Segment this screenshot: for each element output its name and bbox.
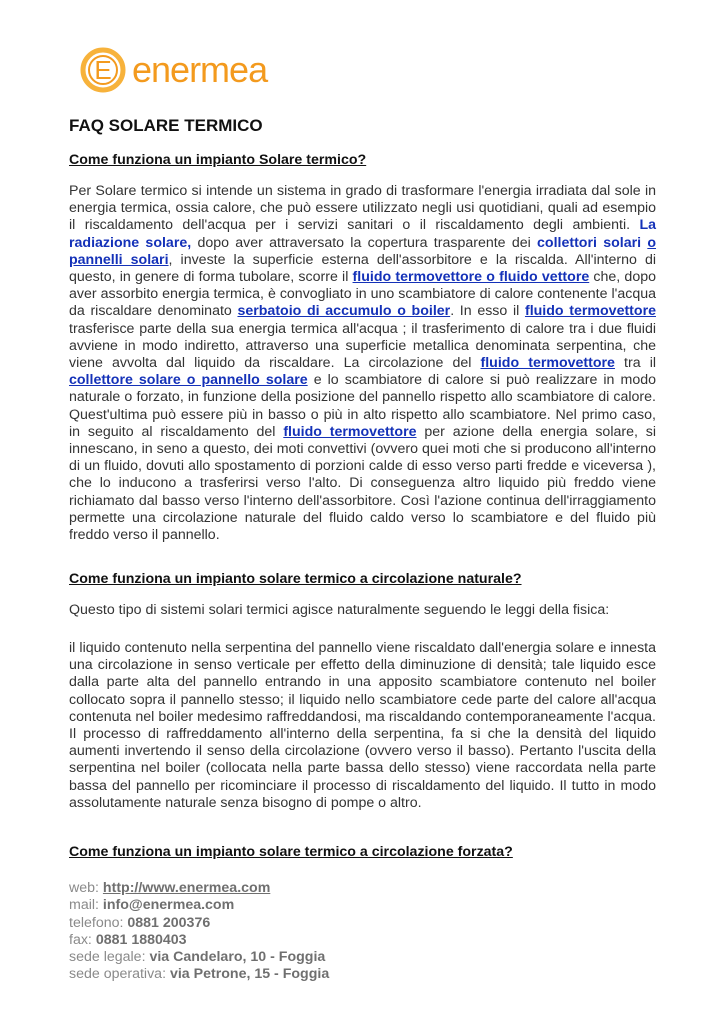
- glossary-link[interactable]: fluido termovettore o fluido vettore: [352, 269, 590, 286]
- text-run: Per Solare termico si intende un sistema in grado di trasformare l'energia irradiata dal sole in energia termica, ossia calore, che può essere utilizzato negli usi quotidiani, quali ad esempio il riscaldamento dell'acqua per i servizi sanitari o il riscaldamento degli ambienti.: [69, 183, 656, 234]
- brand-name: enermea: [132, 49, 268, 90]
- answer-2-body: il liquido contenuto nella serpentina del pannello viene riscaldato dall'energia solare e innesta una circolazione in senso verticale per effetto della diminuzione di densità; tale liquido esce dalla parte alta del pannello entrando in una apposito scambiatore contenuto nel boiler collocato sopra il pannello stesso; il liquido nello scambiatore cede parte del calore all'acqua contenuta nel boiler medesimo raffreddandosi, ma riscaldando contemporaneamente l'acqua. Il processo di raffreddamento all'interno della serpentina, fa si che la densità del liquido aumenti invertendo il senso della circolazione (ovvero verso il basso). Pertanto l'uscita della serpentina nel boiler (collocata nella parte bassa dello stesso) viene raccordata nella parte bassa del pannello per ricominciare il processo di riscaldamento del liquido. Il tutto in modo assolutamente naturale senza bisogno di pompe o altro.: [69, 640, 656, 811]
- contact-value: via Petrone, 15 - Foggia: [169, 966, 330, 983]
- contact-label: web:: [69, 880, 103, 896]
- contact-block: [69, 880, 329, 984]
- text-run: che, dopo aver assorbito energia termica, è convogliato in uno scambiatore di calore contenente l'acqua da riscaldare denominato: [69, 269, 656, 320]
- glossary-link[interactable]: fluido termovettore: [524, 303, 656, 320]
- text-run: tra il: [614, 355, 656, 372]
- contact-row: [69, 949, 329, 966]
- glossary-link[interactable]: fluido termovettore: [480, 355, 615, 372]
- question-1: Come funziona un impianto Solare termico?: [69, 152, 367, 168]
- text-run: e lo scambiatore di calore si può realizzare in modo naturale o forzato, in funzione della posizione del pannello rispetto allo scambiatore di calore. Quest'ultima può essere più in basso o più in alto rispetto allo scambiatore. Nel primo caso, in seguito al riscaldamento del: [69, 372, 656, 440]
- text-run: dopo aver attraversato la copertura trasparente dei: [191, 234, 538, 251]
- contact-label: mail:: [69, 897, 103, 914]
- glossary-link[interactable]: o: [647, 234, 656, 251]
- glossary-link[interactable]: serbatoio di accumulo o boiler: [237, 303, 451, 320]
- text-run: , investe la superficie esterna dell'assorbitore e la riscalda. All'interno di questo, in genere di forma tubolare, scorre il: [69, 251, 657, 286]
- email-link[interactable]: info@enermea.com: [102, 897, 235, 914]
- contact-value: 0881 1880403: [95, 931, 187, 948]
- enermea-logo-mark-icon: [80, 47, 126, 93]
- contact-label: telefono:: [69, 914, 128, 931]
- glossary-link[interactable]: pannelli solari: [69, 251, 169, 268]
- contact-row: [69, 966, 329, 983]
- answer-2-intro: Questo tipo di sistemi solari termici agisce naturalmente seguendo le leggi della fisica:: [69, 602, 610, 618]
- contact-row: [69, 915, 329, 932]
- contact-row: [69, 932, 329, 949]
- contact-label: sede operativa:: [69, 966, 170, 983]
- contact-label: sede legale:: [69, 949, 150, 966]
- text-run: per azione della energia solare, si innescano, in seno a questo, dei moti convettivi (ovvero quei moti che si producono all'interno di un fluido, dovuti allo spostamento di porzioni calde di esso verso parti fredde e viceversa ), che lo inducono a trasferirsi verso l'alto. Di conseguenza altro liquido più freddo viene richiamato dal basso verso l'interno dell'assorbitore. Così l'azione continua dell'irraggiamento permette una circolazione naturale del fluido caldo verso lo scambiatore e del fluido più freddo verso il pannello.: [69, 423, 657, 544]
- logo-letter: E: [94, 55, 112, 85]
- answer-1-paragraph: [69, 183, 656, 544]
- highlight-term: La radiazione solare: [69, 217, 656, 251]
- website-link[interactable]: http://www.enermea.com: [102, 880, 271, 896]
- enermea-logo: [80, 46, 267, 94]
- glossary-link[interactable]: collettore solare o pannello solare: [69, 372, 308, 389]
- contact-value: via Candelaro, 10 - Foggia: [149, 949, 326, 966]
- glossary-link[interactable]: ,: [187, 234, 192, 251]
- question-2: Come funziona un impianto solare termico a circolazione naturale?: [69, 571, 522, 587]
- contact-label: fax:: [69, 931, 96, 948]
- text-run: trasferisce parte della sua energia termica all'acqua ; il trasferimento di calore tra i due fluidi avviene in modo indiretto, attraverso una superficie metallica denominata serpentina, che viene avvolta dal liquido da riscaldare. La circolazione del: [69, 320, 656, 372]
- text-run: . In esso il: [450, 303, 525, 320]
- contact-row: [69, 897, 329, 914]
- contact-row: [69, 880, 329, 897]
- glossary-link[interactable]: fluido termovettore: [283, 423, 417, 440]
- contact-value: 0881 200376: [127, 914, 211, 931]
- highlight-term: collettori solari: [537, 234, 642, 251]
- question-3: Come funziona un impianto solare termico a circolazione forzata?: [69, 844, 513, 860]
- page-title: FAQ SOLARE TERMICO: [69, 116, 263, 135]
